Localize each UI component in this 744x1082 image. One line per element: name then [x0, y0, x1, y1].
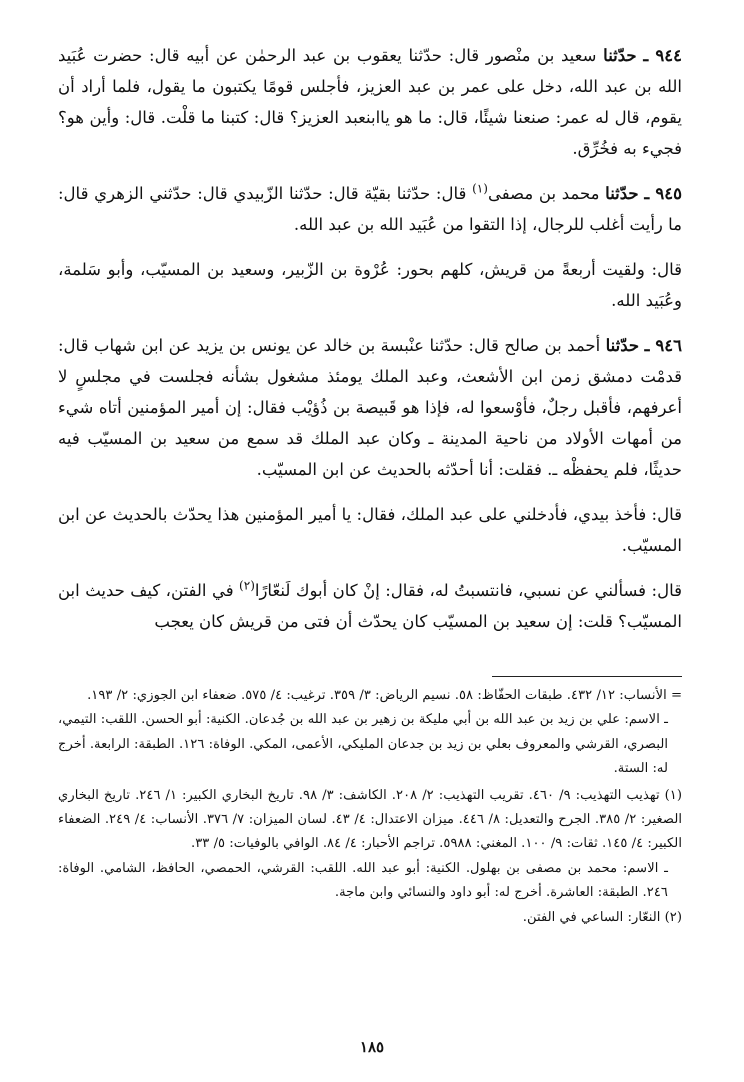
hadith-text-part-a: محمد بن مصفى [487, 184, 600, 203]
hadith-number: ٩٤٤ ـ [643, 46, 682, 65]
footnotes [58, 684, 682, 930]
hadith-text-part-a: قال: فسألني عن نسبي، فانتسبتُ له، فقال: إنْ كان أبوك لَنعّارًا [254, 581, 682, 600]
hadith-text: أحمد بن صالح قال: حدّثنا عنْبسة بن خالد عن يونس بن يزيد عن ابن شهاب قال: قدمْت دمشق زمن ابن الأشعث، وعبد الملك يومئذ مشغول بشأنه فجلست في مجلسٍ لا أعرفهم، فأقبل رجلٌ، فأوْسعوا له، فإذا هو قَبيصة بن ذُؤيْب فقال: إن أمير المؤمنين أتاه شيء من أمهات الأولاد من ناحية المدينة ـ وكان عبد الملك قد سمع من سعيد بن المسيّب فيه حديثًا، فلم يحفظْه ـ. فقلت: أنا أحدّثه بالحديث عن ابن المسيّب. [58, 336, 682, 479]
footnote-1-marker: (١) [664, 787, 683, 803]
main-text [58, 40, 682, 637]
hadith-text: سعيد بن منْصور قال: حدّثنا يعقوب بن عبد الرحمٰن عن أبيه قال: حضرت عُبَيد الله بن عبد الله، دخل على عمر بن عبد العزيز، فأجلس قومًا يكتبون ما يقول، فلما أراد أن يقوم، قال له عمر: صنعنا شيئًا، قال: ما هو ياابنعبد العزيز؟ قال: كتبنا ما قلْت. قال: وأين هو؟ فجيء به فخُرِّق. [58, 46, 682, 158]
hadith-946-para-3 [58, 575, 682, 637]
footnote-divider [492, 676, 682, 677]
hadith-946 [58, 330, 682, 485]
footnote-continuation-name: ـ الاسم: علي بن زيد بن عبد الله بن أبي مليكة بن زهير بن عبد الله بن جُدعان. الكنية: أبو الحسن. اللقب: التيمي، البصري، القرشي والمعروف بعلي بن زيد بن جدعان المليكي، الأعمى، المكي. الوفاة: ١٢٦. الطبقة: الرابعة. أخرج له: الستة. [58, 712, 669, 777]
hadith-945-para-2: قال: ولقيت أربعةً من قريش، كلهم بحور: عُرْوة بن الزّبير، وسعيد بن المسيّب، وأبو سَلمة، وعُبَيد الله. [58, 260, 682, 310]
footnote-1-name: ـ الاسم: محمد بن مصفى بن بهلول. الكنية: أبو عبد الله. اللقب: القرشي، الحمصي، الحافظ، الشامي. الوفاة: ٢٤٦. الطبقة: العاشرة. أخرج له: أبو داود والنسائي وابن ماجة. [58, 860, 668, 901]
hadith-number: ٩٤٥ ـ [644, 184, 682, 203]
footnote-continuation: = الأنساب: ١٢/ ٤٣٢. طبقات الحفّاظ: ٥٨. نسيم الرياض: ٣/ ٣٥٩. ترغيب: ٤/ ٥٧٥. ضعفاء ابن الجوزي: ٢/ ١٩٣. [87, 688, 682, 703]
hadith-number: ٩٤٦ ـ [644, 336, 682, 355]
haddathana-keyword: حدّثنا [603, 46, 637, 65]
footnote-2-text: النعّار: الساعي في الفتن. [522, 909, 661, 925]
haddathana-keyword: حدّثنا [605, 336, 640, 355]
hadith-text-part-b: قال: حدّثنا بقيّة قال: حدّثنا الزّبيدي قال: حدّثني الزهري قال: ما رأيت أغلب للرجال، إذا التقوا من عُبَيد الله بن عبد الله. [58, 184, 682, 234]
footnote-marker[interactable]: (٢) [239, 578, 255, 593]
footnote-1 [58, 784, 682, 857]
page-number: ١٨٥ [359, 1038, 385, 1056]
hadith-text-part-b: في الفتن، كيف حديث ابن المسيّب؟ قلت: إن سعيد بن المسيّب كان يحدّث أن فتى من قريش كان يعجب [58, 581, 682, 631]
footnote-1-text: تهذيب التهذيب: ٩/ ٤٦٠. تقريب التهذيب: ٢/ ٢٠٨. الكاشف: ٣/ ٩٨. تاريخ البخاري الكبير: ١/ ٢٤٦. تاريخ البخاري الصغير: ٢/ ٣٨٥. الجرح والتعديل: ٨/ ٤٤٦. ميزان الاعتدال: ٤/ ٤٣. لسان الميزان: ٧/ ٣٧٦. الأنساب: ٤/ ٢٤٩. الضعفاء الكبير: ٤/ ١٤٥. ثقات: ٩/ ١٠٠. المغني: ٥٩٨٨. تراجم الأحبار: ٤/ ٨٤. الوافي بالوفيات: ٥/ ٣٣. [58, 787, 682, 852]
footnote-marker[interactable]: (١) [472, 181, 488, 196]
hadith-946-para-2: قال: فأخذ بيدي، فأدخلني على عبد الملك، فقال: يا أمير المؤمنين هذا يحدّث بالحديث عن ابن المسيّب. [58, 505, 682, 555]
footnote-2 [58, 906, 682, 930]
hadith-945 [58, 178, 682, 240]
footnote-2-marker: (٢) [664, 909, 682, 925]
haddathana-keyword: حدّثنا [605, 184, 639, 203]
hadith-944 [58, 40, 682, 164]
